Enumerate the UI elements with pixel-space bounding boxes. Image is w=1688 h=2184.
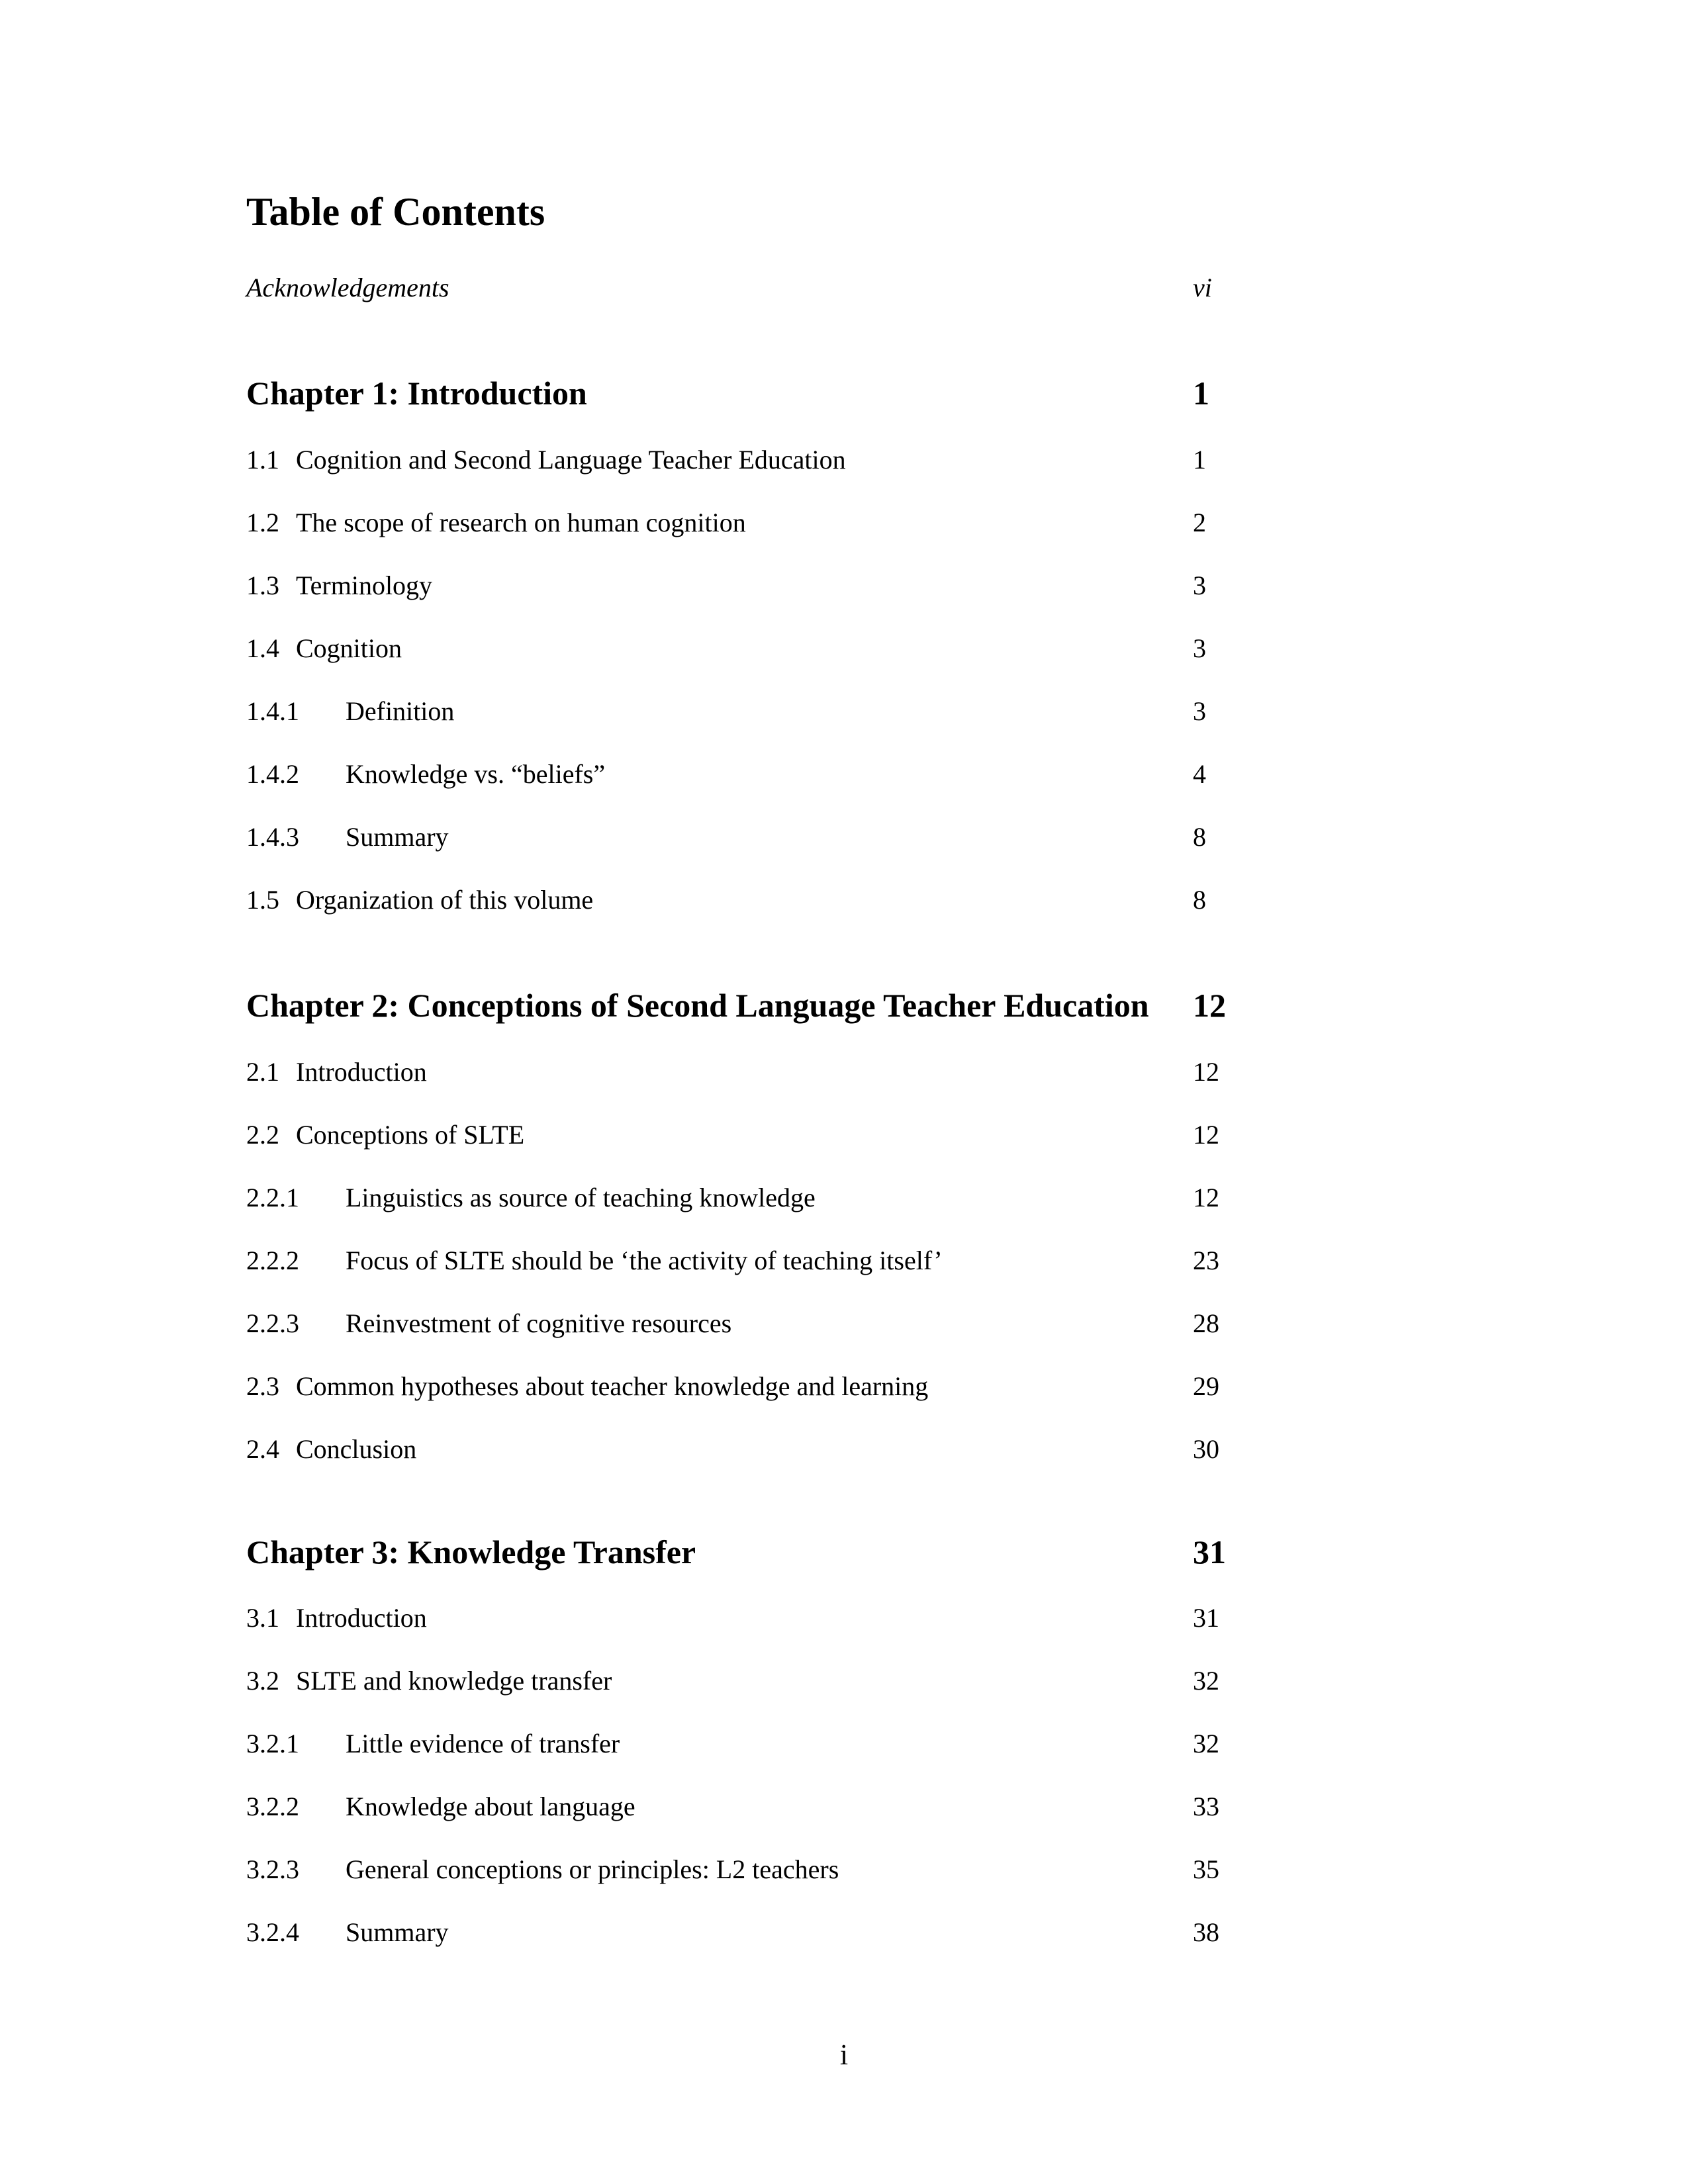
- toc-chapter-1[interactable]: [246, 369, 1239, 417]
- toc-entry-label: Conclusion: [296, 1434, 417, 1464]
- toc-entry-3-2-2[interactable]: [246, 1787, 1239, 1827]
- toc-entry-page: 8: [1193, 885, 1206, 915]
- toc-chapter-page: 12: [1193, 987, 1226, 1024]
- toc-entry-page: 3: [1193, 570, 1206, 600]
- toc-chapter-title: Chapter 1: Introduction: [246, 375, 587, 412]
- toc-entry-1-4-3[interactable]: [246, 817, 1239, 857]
- toc-entry-page: 32: [1193, 1666, 1219, 1696]
- toc-entry-2-1[interactable]: [246, 1052, 1239, 1092]
- toc-entry-3-2[interactable]: [246, 1661, 1239, 1701]
- toc-entry-page: 23: [1193, 1246, 1219, 1275]
- toc-entry-2-2-1[interactable]: [246, 1178, 1239, 1218]
- toc-entry-label: The scope of research on human cognition: [296, 508, 746, 537]
- toc-entry-number: 1.4.1: [246, 696, 299, 726]
- toc-chapter-page: 1: [1193, 375, 1209, 412]
- toc-entry-number: 3.2.3: [246, 1854, 299, 1884]
- toc-entry-3-2-3[interactable]: [246, 1850, 1239, 1889]
- footer-page-number: i: [839, 2038, 849, 2071]
- toc-entry-page: 3: [1193, 696, 1206, 726]
- toc-entry-1-4[interactable]: [246, 629, 1239, 668]
- toc-entry-number: 1.1: [246, 445, 279, 475]
- page-title: Table of Contents: [246, 190, 545, 234]
- toc-entry-label: Knowledge about language: [346, 1792, 635, 1821]
- toc-entry-page: 28: [1193, 1308, 1219, 1338]
- toc-entry-label: General conceptions or principles: L2 teachers: [346, 1854, 839, 1884]
- toc-entry-label: Focus of SLTE should be ‘the activity of teaching itself’: [346, 1246, 943, 1275]
- toc-chapter-page: 31: [1193, 1533, 1226, 1570]
- toc-entry-3-1[interactable]: [246, 1598, 1239, 1638]
- toc-entry-label: Common hypotheses about teacher knowledge and learning: [296, 1371, 929, 1401]
- toc-entry-1-3[interactable]: [246, 566, 1239, 606]
- toc-entry-number: 3.2: [246, 1666, 279, 1696]
- toc-entry-label: Summary: [346, 1917, 449, 1947]
- toc-entry-3-2-1[interactable]: [246, 1724, 1239, 1764]
- toc-entry-1-4-1[interactable]: [246, 692, 1239, 731]
- toc-entry-number: 2.3: [246, 1371, 279, 1401]
- toc-entry-label: Cognition: [296, 633, 402, 663]
- toc-entry-number: 2.2.3: [246, 1308, 299, 1338]
- toc-entry-label: Introduction: [296, 1603, 427, 1633]
- toc-entry-page: 2: [1193, 508, 1206, 537]
- toc-entry-number: 1.2: [246, 508, 279, 537]
- toc-entry-number: 3.2.2: [246, 1792, 299, 1821]
- toc-entry-label: Conceptions of SLTE: [296, 1120, 525, 1150]
- toc-entry-1-4-2[interactable]: [246, 754, 1239, 794]
- toc-entry-number: 2.2.1: [246, 1183, 299, 1212]
- toc-entry-1-5[interactable]: [246, 880, 1239, 920]
- toc-entry-page: 4: [1193, 759, 1206, 789]
- toc-entry-label: Acknowledgements: [246, 273, 449, 302]
- toc-entry-1-1[interactable]: [246, 440, 1239, 480]
- toc-chapter-title: Chapter 2: Conceptions of Second Language Teacher Education: [246, 987, 1149, 1024]
- toc-entry-label: SLTE and knowledge transfer: [296, 1666, 612, 1696]
- toc-entry-acknowledgements[interactable]: [246, 268, 1239, 308]
- toc-entry-3-2-4[interactable]: [246, 1913, 1239, 1952]
- toc-entry-2-4[interactable]: [246, 1430, 1239, 1469]
- toc-entry-page: 32: [1193, 1729, 1219, 1758]
- toc-entry-2-2-2[interactable]: [246, 1241, 1239, 1281]
- toc-entry-number: 1.4.3: [246, 822, 299, 852]
- toc-entry-number: 2.2.2: [246, 1246, 299, 1275]
- toc-entry-number: 1.4.2: [246, 759, 299, 789]
- toc-entry-number: 1.3: [246, 570, 279, 600]
- toc-chapter-title: Chapter 3: Knowledge Transfer: [246, 1533, 696, 1570]
- toc-entry-label: Summary: [346, 822, 449, 852]
- toc-entry-page: 33: [1193, 1792, 1219, 1821]
- toc-entry-number: 3.1: [246, 1603, 279, 1633]
- toc-entry-page: 8: [1193, 822, 1206, 852]
- toc-entry-number: 1.5: [246, 885, 279, 915]
- toc-entry-2-2-3[interactable]: [246, 1304, 1239, 1343]
- toc-entry-number: 2.2: [246, 1120, 279, 1150]
- toc-entry-page: 31: [1193, 1603, 1219, 1633]
- toc-entry-page: 35: [1193, 1854, 1219, 1884]
- toc-entry-label: Knowledge vs. “beliefs”: [346, 759, 606, 789]
- toc-entry-label: Little evidence of transfer: [346, 1729, 620, 1758]
- toc-entry-page: 3: [1193, 633, 1206, 663]
- toc-entry-1-2[interactable]: [246, 503, 1239, 543]
- toc-entry-page: 29: [1193, 1371, 1219, 1401]
- toc-entry-page: vi: [1193, 273, 1212, 302]
- toc-entry-label: Cognition and Second Language Teacher Education: [296, 445, 846, 475]
- toc-entry-label: Definition: [346, 696, 455, 726]
- toc-entry-2-3[interactable]: [246, 1367, 1239, 1406]
- toc-chapter-3[interactable]: [246, 1528, 1239, 1576]
- toc-entry-number: 3.2.4: [246, 1917, 299, 1947]
- toc-entry-page: 12: [1193, 1057, 1219, 1087]
- page-footer: [0, 2035, 1688, 2075]
- toc-entry-number: 3.2.1: [246, 1729, 299, 1758]
- toc-entry-2-2[interactable]: [246, 1115, 1239, 1155]
- toc-entry-number: 2.1: [246, 1057, 279, 1087]
- toc-entry-page: 12: [1193, 1183, 1219, 1212]
- toc-entry-label: Organization of this volume: [296, 885, 594, 915]
- toc-entry-number: 2.4: [246, 1434, 279, 1464]
- toc-entry-label: Reinvestment of cognitive resources: [346, 1308, 732, 1338]
- toc-entry-page: 12: [1193, 1120, 1219, 1150]
- toc-entry-label: Linguistics as source of teaching knowledge: [346, 1183, 816, 1212]
- toc-entry-number: 1.4: [246, 633, 279, 663]
- toc-entry-page: 1: [1193, 445, 1206, 475]
- toc-entry-page: 38: [1193, 1917, 1219, 1947]
- toc-chapter-2[interactable]: [246, 981, 1239, 1029]
- toc-entry-label: Terminology: [296, 570, 433, 600]
- toc-entry-label: Introduction: [296, 1057, 427, 1087]
- toc-entry-page: 30: [1193, 1434, 1219, 1464]
